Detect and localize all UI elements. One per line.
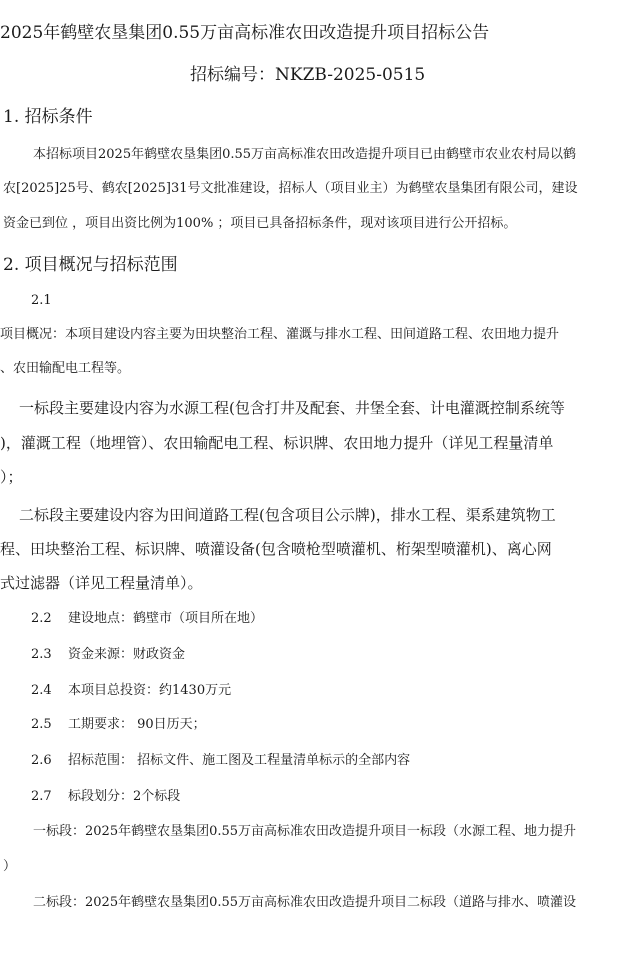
item-number: 2.3 xyxy=(31,647,52,662)
item-text: 本项目总投资：约1430万元 xyxy=(68,683,232,698)
item-number: 2.5 xyxy=(31,717,52,732)
lot1-content-line: 一标段主要建设内容为水源工程(包含打井及配套、井堡全套、计电灌溉控制系统等 xyxy=(19,399,565,417)
lot2-content-line: 二标段主要建设内容为田间道路工程(包含项目公示牌)，排水工程、渠系建筑物工 xyxy=(19,506,556,524)
item-text: 工期要求： 90日历天； xyxy=(68,717,206,732)
item-text: 招标范围： 招标文件、施工图及工程量清单标示的全部内容 xyxy=(68,753,411,768)
item-text: 资金来源：财政资金 xyxy=(68,647,186,662)
lot2-content-line: 式过滤器（详见工程量清单）。 xyxy=(0,574,203,592)
overview-line: 、农田输配电工程等。 xyxy=(0,361,131,376)
item-text: 标段划分：2个标段 xyxy=(68,789,181,804)
lot1-description-line: ） xyxy=(3,859,17,874)
overview-line: 项目概况：本项目建设内容主要为田块整治工程、灌溉与排水工程、田间道路工程、农田地力提升 xyxy=(0,327,560,342)
item-number: 2.1 xyxy=(31,293,52,308)
item-number: 2.6 xyxy=(31,753,52,768)
section-1-paragraph-line: 资金已到位 ，项目出资比例为100% ；项目已具备招标条件，现对该项目进行公开招标。 xyxy=(3,216,517,231)
item-text: 建设地点：鹤壁市（项目所在地） xyxy=(68,611,264,626)
item-number: 2.2 xyxy=(31,611,52,626)
notice-title: 2025年鹤壁农垦集团0.55万亩高标准农田改造提升项目招标公告 xyxy=(0,23,490,43)
lot2-content-line: 程、田块整治工程、标识牌、喷灌设备(包含喷枪型喷灌机、桁架型喷灌机)、离心网 xyxy=(0,540,552,558)
item-number: 2.4 xyxy=(31,683,52,698)
section-1-heading: 1. 招标条件 xyxy=(3,107,93,127)
section-1-paragraph-line: 农[2025]25号、鹤农[2025]31号文批准建设，招标人（项目业主）为鹤壁农垦集团有限公司，建设 xyxy=(3,181,578,196)
item-number: 2.7 xyxy=(31,789,52,804)
lot1-content-line: ）； xyxy=(0,468,23,486)
lot1-content-line: )，灌溉工程（地埋管）、农田输配电工程、标识牌、农田地力提升（详见工程量清单 xyxy=(0,434,554,452)
lot2-description-line: 二标段：2025年鹤壁农垦集团0.55万亩高标准农田改造提升项目二标段（道路与排水、喷灌设 xyxy=(33,895,577,910)
section-1-paragraph-line: 本招标项目2025年鹤壁农垦集团0.55万亩高标准农田改造提升项目已由鹤壁市农业农村局以鹤 xyxy=(33,147,577,162)
section-2-heading: 2. 项目概况与招标范围 xyxy=(3,255,178,275)
bid-number: 招标编号：NKZB-2025-0515 xyxy=(190,65,426,85)
lot1-description-line: 一标段：2025年鹤壁农垦集团0.55万亩高标准农田改造提升项目一标段（水源工程、地力提升 xyxy=(33,824,577,839)
